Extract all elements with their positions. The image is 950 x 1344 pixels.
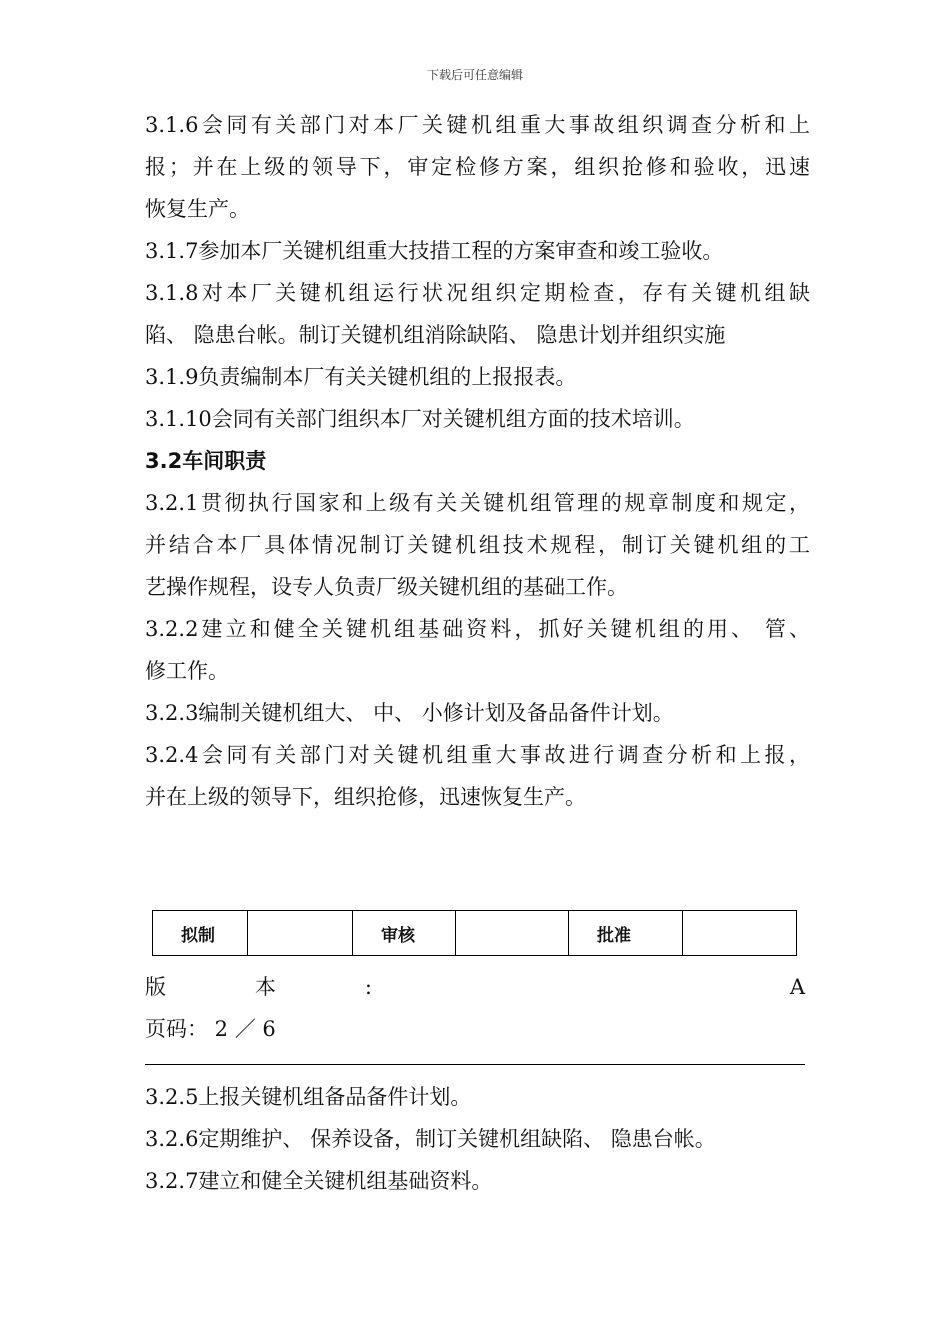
text-line: 3.2.4会同有关部门对关键机组重大事故进行调查分析和上报， xyxy=(145,743,810,767)
text-line: 3.2.6定期维护、 保养设备，制订关键机组缺陷、 隐患台帐。 xyxy=(145,1127,716,1151)
version-line xyxy=(145,966,805,1008)
text-line: 3.2.2建立和健全关键机组基础资料，抓好关键机组的用、 管、 xyxy=(145,617,810,641)
text-line: 3.2.3编制关键机组大、 中、 小修计划及备品备件计划。 xyxy=(145,701,674,725)
page-number: 页码： 2 ／ 6 xyxy=(145,1017,276,1041)
review-label: 审核 xyxy=(353,911,456,956)
text-line: 3.2.7建立和健全关键机组基础资料。 xyxy=(145,1169,493,1193)
text-line: 报；并在上级的领导下，审定检修方案，组织抢修和验收，迅速 xyxy=(145,155,810,179)
text-line: 3.1.8对本厂关键机组运行状况组织定期检查，存有关键机组缺 xyxy=(145,281,810,305)
divider xyxy=(145,1064,805,1065)
approve-label: 批准 xyxy=(569,911,683,956)
approve-value xyxy=(683,911,797,956)
review-value xyxy=(456,911,569,956)
version-char-2: 本 xyxy=(254,975,276,999)
text-line: 3.2.1贯彻执行国家和上级有关关键机组管理的规章制度和规定， xyxy=(145,491,810,515)
text-line: 3.1.9负责编制本厂有关关键机组的上报报表。 xyxy=(145,365,577,389)
text-line: 3.1.10会同有关部门组织本厂对关键机组方面的技术培训。 xyxy=(145,407,695,431)
text-line: 并结合本厂具体情况制订关键机组技术规程，制订关键机组的工 xyxy=(145,533,810,557)
text-line: 3.1.7参加本厂关键机组重大技措工程的方案审查和竣工验收。 xyxy=(145,239,724,263)
draft-value xyxy=(248,911,353,956)
text-line: 艺操作规程，设专人负责厂级关键机组的基础工作。 xyxy=(145,575,628,599)
draft-label: 拟制 xyxy=(153,911,248,956)
text-line: 并在上级的领导下，组织抢修，迅速恢复生产。 xyxy=(145,785,586,809)
text-line: 恢复生产。 xyxy=(145,197,250,221)
body-text xyxy=(145,104,810,818)
version-value: A xyxy=(789,975,805,999)
text-line: 陷、 隐患台帐。制订关键机组消除缺陷、 隐患计划并组织实施 xyxy=(145,323,726,347)
version-char-1: 版 xyxy=(145,975,166,999)
version-colon: : xyxy=(364,975,372,999)
text-line: 修工作。 xyxy=(145,659,229,683)
section-heading: 3.2车间职责 xyxy=(145,449,267,473)
body-text-continued xyxy=(145,1076,810,1202)
text-line: 3.1.6会同有关部门对本厂关键机组重大事故组织调查分析和上 xyxy=(145,113,810,137)
header-note: 下载后可任意编辑 xyxy=(426,68,523,82)
approval-table xyxy=(152,910,797,956)
text-line: 3.2.5上报关键机组备品备件计划。 xyxy=(145,1085,472,1109)
